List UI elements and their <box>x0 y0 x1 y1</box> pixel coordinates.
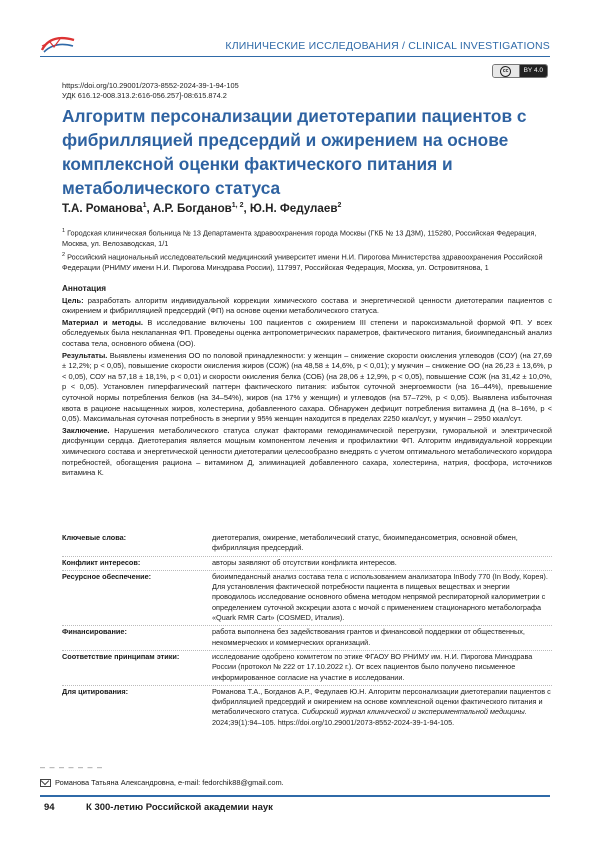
author-name: А.Р. Богданов <box>152 202 232 215</box>
abstract-heading: Аннотация <box>62 284 107 293</box>
article-info-table <box>62 532 552 730</box>
cc-icon: cc <box>493 65 520 77</box>
license-label: BY 4.0 <box>520 65 547 77</box>
correspondence-email[interactable]: Романова Татьяна Александровна, e-mail: fedorchik88@gmail.com. <box>55 778 284 787</box>
author-name: Т.А. Романова <box>62 202 143 215</box>
journal-footer-note: К 300-летию Российской академии наук <box>86 802 273 813</box>
author-affiliation-mark: 1, 2 <box>231 202 244 210</box>
authors-line <box>62 202 341 215</box>
udk-code: УДК 616.12-008.313.2:616-056.257]-08:615.874.2 <box>62 91 227 100</box>
author-separator: , <box>243 202 250 215</box>
header-rule <box>40 56 550 57</box>
article-meta <box>62 81 239 101</box>
footer-rule <box>40 795 550 797</box>
abstract-goal: Цель: разработать алгоритм индивидуальной коррекции химического состава и энергетической ценности диетотерапии пациентов с ожирением и фибрилляцией предсердий (ФП) на основе оценки метаболического статуса. <box>62 295 552 316</box>
info-row-resources: Ресурсное обеспечение: биоимпедансный анализ состава тела с использованием анализатора InBody 770 (In Body, Корея). Для установления фактической потребности пациента в пищевых веществах и энергии проводилось исследование основного обмена методом непрямой респираторной калориметрии с определением суточной экскреции азота с мочой с применением стационарного метаболографа «Quark RMR Cart» (COSMED, Италия). <box>62 570 552 625</box>
journal-logo-icon <box>40 34 76 54</box>
abstract <box>62 284 552 480</box>
section-title: КЛИНИЧЕСКИЕ ИССЛЕДОВАНИЯ / CLINICAL INVESTIGATIONS <box>225 40 550 52</box>
author-affiliation-mark: 1 <box>142 202 147 210</box>
doi-link[interactable]: https://doi.org/10.29001/2073-8552-2024-39-1-94-105 <box>62 81 239 90</box>
abstract-methods: Материал и методы. В исследование включены 100 пациентов с ожирением III степени и пароксизмальной формой ФП. У всех обследуемых была неклапанная ФП. Проведены оценка антропометрических параметров, фактического питания, биоимпедансный анализ состава тела, основного обмена (ОО). <box>62 317 552 348</box>
author-name: Ю.Н. Федулаев <box>249 202 338 215</box>
abstract-results: Результаты. Выявлены изменения ОО по половой принадлежности: у женщин – снижение скорости окисления углеводов (СОУ) (на 27,69 ± 12,2%; p < 0,05), повышение скорости окисления жиров (СОЖ) (на 48,58 ± 14,6%, p < 0,01); у мужчин – снижение ОО (на 26,23 ± 13,6%, p < 0,05), СОУ на 57,18 ± 18,1%, p < 0,01) и скорости окисления белка (СОБ) (на 28,06 ± 12,9%, p < 0,05), повышение СОЖ (на 31,42 ± 10,0%, p < 0,05). Установлен гиперфагический паттерн фактического питания: избыток суточной энергоемкости (на 16–44%), превышение суточной нормы потребления белков (на 34–54%), жиров (на 17% у женщин) и углеводов (на 57–72%, p < 0,05). Выявлена избыточная квота в рационе насыщенных жиров, холестерина, добавленного сахара. Обнаружен дефицит потребления витамина Д (на 8–16%, p < 0,05). Максимальная суточная потребность в энергии у 95% женщин находится в пределах 2250 ккал/сут, у мужчин – 2950 ккал/сут. <box>62 350 552 424</box>
affiliation-1: $^1$ Городская клиническая больница № 13 Департамента здравоохранения города Москвы (ГКБ № 13 ДЗМ), 115280, Российская Федерация, Москва, ул. Велозаводская, 1/1 <box>62 228 537 249</box>
info-row-ethics: Соответствие принципам этики: исследование одобрено комитетом по этике ФГАОУ ВО РНИМУ им. Н.И. Пирогова Минздрава России (протокол № 222 от 17.10.2022 г.). От всех пациентов было получено письменное информированное согласие на участие в исследовании. <box>62 650 552 685</box>
author-separator: , <box>146 202 153 215</box>
page-number: 94 <box>44 802 55 813</box>
license-badge[interactable] <box>492 64 548 78</box>
info-row-funding: Финансирование: работа выполнена без задействования грантов и финансовой поддержки от общественных, некоммерческих и коммерческих организаций. <box>62 625 552 650</box>
info-row-keywords: Ключевые слова: диетотерапия, ожирение, метаболический статус, биоимпедансометрия, основной обмен, фибрилляция предсердий. <box>62 533 518 553</box>
info-row-citation: Для цитирования: Романова Т.А., Богданов А.Р., Федулаев Ю.Н. Алгоритм персонализации диетотерапии пациентов с фибрилляцией предсердий и ожирением на основе комплексной оценки фактического питания и метаболического статуса. Сибирский журнал клинической и экспериментальной медицины. 2024;39(1):94–105. https://doi.org/10.29001/2073-8552-2024-39-1-94-105. <box>62 685 552 730</box>
correspondence-note <box>40 778 284 787</box>
affiliation-2: $^2$ Российский национальный исследовательский медицинский университет имени Н.И. Пирогова Министерства здравоохранения Российской Федерации (РНИМУ имени Н.И. Пирогова Минздрава России), 117997, Российская Федерация, Москва, ул. Островитянова, 1 <box>62 252 543 273</box>
footnote-separator: – – – – – – – <box>40 762 104 772</box>
abstract-conclusion: Заключение. Нарушения метаболического статуса служат факторами гемодинамической перегрузки, гуморальной и электрической дисфункции сердца. Диетотерапия является мощным компонентом лечения и профилактики ФП. Алгоритм индивидуальной коррекции химического состава и энергетической ценности диетотерапии целесообразно внедрять с учетом оптимального метаболического коридора потребностей, обогащения рациона – витамином Д, элиминацией добавленного сахара, холестерина, натрия, фосфора, источников витамина К. <box>62 425 552 478</box>
email-icon <box>40 779 51 787</box>
info-row-conflict: Конфликт интересов: авторы заявляют об отсутствии конфликта интересов. <box>62 556 552 570</box>
author-affiliation-mark: 2 <box>337 202 342 210</box>
article-title: Алгоритм персонализации диетотерапии пациентов с фибрилляцией предсердий и ожирением на основе комплексной оценки фактического питания и метаболического статуса <box>62 106 527 198</box>
